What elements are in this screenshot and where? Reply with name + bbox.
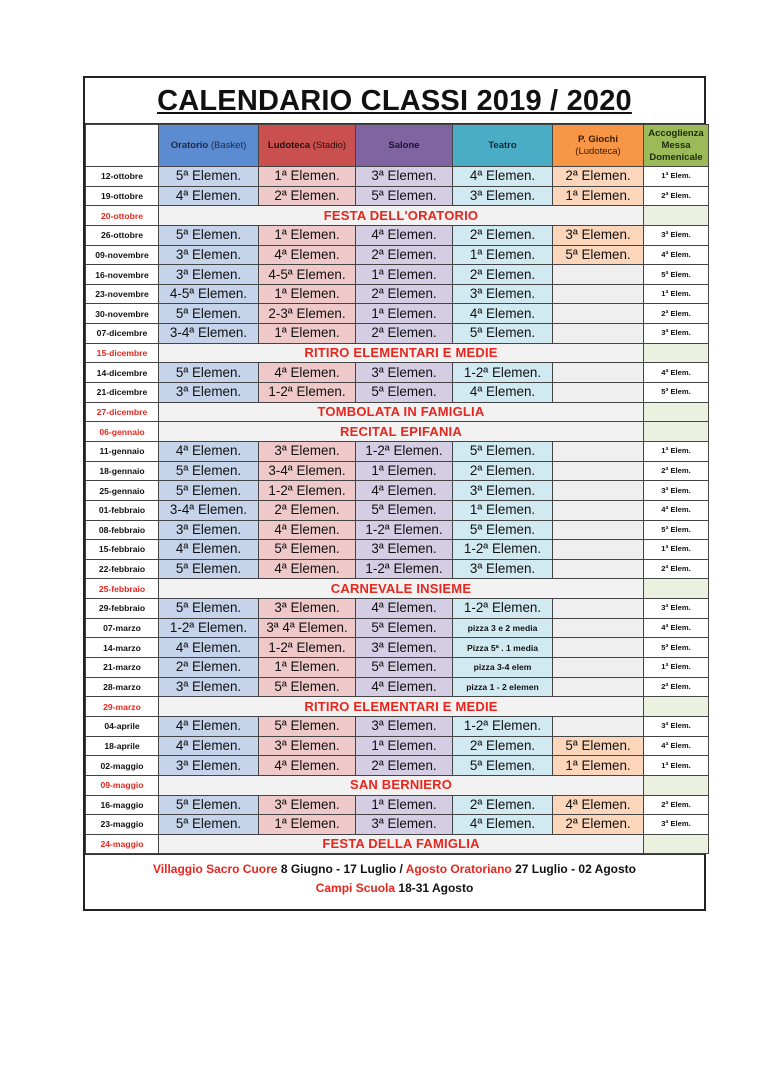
teatro-cell: 3ª Elemen.	[453, 559, 553, 579]
header-salone	[356, 125, 453, 167]
event-row	[86, 697, 709, 717]
oratorio-cell: 3ª Elemen.	[159, 383, 259, 403]
date-cell: 14-dicembre	[86, 363, 159, 383]
table-row	[86, 677, 709, 697]
teatro-cell: 5ª Elemen.	[453, 756, 553, 776]
table-row	[86, 265, 709, 285]
accoglienza-cell: 2ª Elem.	[644, 461, 709, 481]
teatro-cell: 4ª Elemen.	[453, 167, 553, 187]
accoglienza-cell: 1ª Elem.	[644, 540, 709, 560]
date-cell: 01-febbraio	[86, 500, 159, 520]
header-accoglienza-label: Accoglienza Messa Domenicale	[648, 127, 704, 163]
teatro-cell: 1-2ª Elemen.	[453, 363, 553, 383]
ludoteca-cell: 1ª Elemen.	[259, 225, 356, 245]
teatro-cell: pizza 3-4 elem	[453, 658, 553, 678]
accoglienza-cell: 4ª Elem.	[644, 618, 709, 638]
oratorio-cell: 3ª Elemen.	[159, 756, 259, 776]
header-ludoteca	[259, 125, 356, 167]
date-cell: 18-gennaio	[86, 461, 159, 481]
salone-cell: 5ª Elemen.	[356, 186, 453, 206]
giochi-cell: 5ª Elemen.	[553, 245, 644, 265]
header-ludoteca-label: Ludoteca	[267, 139, 311, 151]
date-cell: 24-maggio	[86, 834, 159, 854]
giochi-cell	[553, 540, 644, 560]
event-row	[86, 402, 709, 422]
footer-line-1	[85, 860, 704, 879]
salone-cell: 1ª Elemen.	[356, 795, 453, 815]
salone-cell: 3ª Elemen.	[356, 540, 453, 560]
giochi-cell: 2ª Elemen.	[553, 167, 644, 187]
giochi-cell	[553, 559, 644, 579]
footer-separator: /	[399, 862, 403, 877]
teatro-cell: 5ª Elemen.	[453, 520, 553, 540]
header-giochi	[553, 125, 644, 167]
salone-cell: 5ª Elemen.	[356, 618, 453, 638]
teatro-cell: 5ª Elemen.	[453, 441, 553, 461]
table-row	[86, 756, 709, 776]
event-cell: CARNEVALE INSIEME	[159, 579, 644, 599]
salone-cell: 4ª Elemen.	[356, 225, 453, 245]
date-cell: 02-maggio	[86, 756, 159, 776]
ludoteca-cell: 4-5ª Elemen.	[259, 265, 356, 285]
date-cell: 12-ottobre	[86, 167, 159, 187]
calendar-sheet	[83, 76, 706, 911]
accoglienza-cell: 3ª Elem.	[644, 324, 709, 344]
accoglienza-cell	[644, 579, 709, 599]
oratorio-cell: 2ª Elemen.	[159, 658, 259, 678]
accoglienza-cell: 5ª Elem.	[644, 638, 709, 658]
header-date	[86, 125, 159, 167]
giochi-cell	[553, 618, 644, 638]
event-cell: FESTA DELL'ORATORIO	[159, 206, 644, 226]
oratorio-cell: 4ª Elemen.	[159, 716, 259, 736]
oratorio-cell: 5ª Elemen.	[159, 795, 259, 815]
date-cell: 20-ottobre	[86, 206, 159, 226]
accoglienza-cell: 3ª Elem.	[644, 716, 709, 736]
event-row	[86, 579, 709, 599]
oratorio-cell: 5ª Elemen.	[159, 363, 259, 383]
header-teatro-label: Teatro	[488, 139, 517, 151]
date-cell: 09-novembre	[86, 245, 159, 265]
table-row	[86, 599, 709, 619]
giochi-cell: 2ª Elemen.	[553, 815, 644, 835]
accoglienza-cell	[644, 206, 709, 226]
header-oratorio	[159, 125, 259, 167]
salone-cell: 4ª Elemen.	[356, 599, 453, 619]
giochi-cell	[553, 599, 644, 619]
accoglienza-cell: 5ª Elem.	[644, 265, 709, 285]
oratorio-cell: 5ª Elemen.	[159, 599, 259, 619]
accoglienza-cell: 1ª Elem.	[644, 658, 709, 678]
teatro-cell: 1-2ª Elemen.	[453, 599, 553, 619]
table-row	[86, 383, 709, 403]
oratorio-cell: 3-4ª Elemen.	[159, 324, 259, 344]
giochi-cell	[553, 520, 644, 540]
oratorio-cell: 4ª Elemen.	[159, 638, 259, 658]
date-cell: 21-marzo	[86, 658, 159, 678]
giochi-cell	[553, 304, 644, 324]
accoglienza-cell: 2ª Elem.	[644, 677, 709, 697]
salone-cell: 4ª Elemen.	[356, 677, 453, 697]
teatro-cell: 2ª Elemen.	[453, 736, 553, 756]
oratorio-cell: 4ª Elemen.	[159, 540, 259, 560]
ludoteca-cell: 4ª Elemen.	[259, 363, 356, 383]
table-row	[86, 481, 709, 501]
teatro-cell: 4ª Elemen.	[453, 815, 553, 835]
date-cell: 15-febbraio	[86, 540, 159, 560]
accoglienza-cell: 3ª Elem.	[644, 481, 709, 501]
teatro-cell: 4ª Elemen.	[453, 383, 553, 403]
footer-villaggio-dates: 8 Giugno - 17 Luglio	[280, 862, 397, 877]
giochi-cell: 1ª Elemen.	[553, 186, 644, 206]
footer-campi-dates: 18-31 Agosto	[398, 881, 474, 896]
oratorio-cell: 3-4ª Elemen.	[159, 500, 259, 520]
footer-agosto: Agosto Oratoriano	[405, 862, 512, 877]
ludoteca-cell: 4ª Elemen.	[259, 520, 356, 540]
table-row	[86, 716, 709, 736]
date-cell: 25-febbraio	[86, 579, 159, 599]
salone-cell: 1ª Elemen.	[356, 304, 453, 324]
accoglienza-cell: 3ª Elem.	[644, 599, 709, 619]
ludoteca-cell: 4ª Elemen.	[259, 245, 356, 265]
date-cell: 27-dicembre	[86, 402, 159, 422]
giochi-cell: 5ª Elemen.	[553, 736, 644, 756]
giochi-cell	[553, 716, 644, 736]
giochi-cell	[553, 461, 644, 481]
salone-cell: 3ª Elemen.	[356, 815, 453, 835]
salone-cell: 5ª Elemen.	[356, 658, 453, 678]
table-row	[86, 324, 709, 344]
date-cell: 09-maggio	[86, 775, 159, 795]
header-teatro	[453, 125, 553, 167]
table-row	[86, 304, 709, 324]
date-cell: 28-marzo	[86, 677, 159, 697]
salone-cell: 2ª Elemen.	[356, 245, 453, 265]
event-cell: TOMBOLATA IN FAMIGLIA	[159, 402, 644, 422]
accoglienza-cell: 3ª Elem.	[644, 815, 709, 835]
teatro-cell: pizza 1 - 2 elemen	[453, 677, 553, 697]
table-row	[86, 500, 709, 520]
accoglienza-cell: 4ª Elem.	[644, 245, 709, 265]
ludoteca-cell: 5ª Elemen.	[259, 540, 356, 560]
date-cell: 21-dicembre	[86, 383, 159, 403]
accoglienza-cell: 2ª Elem.	[644, 559, 709, 579]
ludoteca-cell: 3ª Elemen.	[259, 441, 356, 461]
footer-notes	[85, 854, 704, 909]
header-giochi-sub: (Ludoteca)	[575, 145, 621, 157]
teatro-cell: 1ª Elemen.	[453, 245, 553, 265]
accoglienza-cell: 1ª Elem.	[644, 441, 709, 461]
salone-cell: 2ª Elemen.	[356, 756, 453, 776]
giochi-cell	[553, 265, 644, 285]
ludoteca-cell: 4ª Elemen.	[259, 559, 356, 579]
date-cell: 16-maggio	[86, 795, 159, 815]
ludoteca-cell: 3ª Elemen.	[259, 599, 356, 619]
table-row	[86, 461, 709, 481]
salone-cell: 4ª Elemen.	[356, 481, 453, 501]
date-cell: 14-marzo	[86, 638, 159, 658]
salone-cell: 1ª Elemen.	[356, 736, 453, 756]
date-cell: 08-febbraio	[86, 520, 159, 540]
date-cell: 07-marzo	[86, 618, 159, 638]
oratorio-cell: 3ª Elemen.	[159, 520, 259, 540]
date-cell: 16-novembre	[86, 265, 159, 285]
ludoteca-cell: 4ª Elemen.	[259, 756, 356, 776]
ludoteca-cell: 1ª Elemen.	[259, 658, 356, 678]
table-row	[86, 559, 709, 579]
ludoteca-cell: 3ª 4ª Elemen.	[259, 618, 356, 638]
accoglienza-cell: 2ª Elem.	[644, 795, 709, 815]
date-cell: 29-marzo	[86, 697, 159, 717]
oratorio-cell: 1-2ª Elemen.	[159, 618, 259, 638]
accoglienza-cell: 2ª Elem.	[644, 304, 709, 324]
header-row	[86, 125, 709, 167]
event-cell: SAN BERNIERO	[159, 775, 644, 795]
ludoteca-cell: 1ª Elemen.	[259, 324, 356, 344]
table-row	[86, 520, 709, 540]
salone-cell: 1-2ª Elemen.	[356, 520, 453, 540]
oratorio-cell: 5ª Elemen.	[159, 304, 259, 324]
teatro-cell: Pizza 5ª . 1 media	[453, 638, 553, 658]
table-row	[86, 638, 709, 658]
date-cell: 26-ottobre	[86, 225, 159, 245]
giochi-cell	[553, 363, 644, 383]
giochi-cell: 4ª Elemen.	[553, 795, 644, 815]
teatro-cell: 5ª Elemen.	[453, 324, 553, 344]
accoglienza-cell	[644, 402, 709, 422]
date-cell: 29-febbraio	[86, 599, 159, 619]
teatro-cell: 4ª Elemen.	[453, 304, 553, 324]
teatro-cell: 2ª Elemen.	[453, 265, 553, 285]
salone-cell: 1-2ª Elemen.	[356, 559, 453, 579]
salone-cell: 2ª Elemen.	[356, 284, 453, 304]
ludoteca-cell: 1ª Elemen.	[259, 815, 356, 835]
ludoteca-cell: 2ª Elemen.	[259, 500, 356, 520]
ludoteca-cell: 2-3ª Elemen.	[259, 304, 356, 324]
table-row	[86, 658, 709, 678]
teatro-cell: 2ª Elemen.	[453, 225, 553, 245]
giochi-cell: 1ª Elemen.	[553, 756, 644, 776]
table-row	[86, 245, 709, 265]
teatro-cell: pizza 3 e 2 media	[453, 618, 553, 638]
accoglienza-cell: 2ª Elem.	[644, 186, 709, 206]
date-cell: 19-ottobre	[86, 186, 159, 206]
ludoteca-cell: 3ª Elemen.	[259, 795, 356, 815]
oratorio-cell: 4ª Elemen.	[159, 736, 259, 756]
accoglienza-cell	[644, 775, 709, 795]
date-cell: 15-dicembre	[86, 343, 159, 363]
oratorio-cell: 5ª Elemen.	[159, 167, 259, 187]
date-cell: 23-novembre	[86, 284, 159, 304]
giochi-cell	[553, 441, 644, 461]
event-row	[86, 343, 709, 363]
ludoteca-cell: 5ª Elemen.	[259, 677, 356, 697]
accoglienza-cell	[644, 834, 709, 854]
salone-cell: 3ª Elemen.	[356, 167, 453, 187]
footer-agosto-dates: 27 Luglio - 02 Agosto	[515, 862, 636, 877]
oratorio-cell: 5ª Elemen.	[159, 815, 259, 835]
accoglienza-cell	[644, 697, 709, 717]
event-row	[86, 206, 709, 226]
giochi-cell	[553, 638, 644, 658]
oratorio-cell: 3ª Elemen.	[159, 677, 259, 697]
accoglienza-cell: 4ª Elem.	[644, 363, 709, 383]
table-row	[86, 815, 709, 835]
salone-cell: 5ª Elemen.	[356, 383, 453, 403]
accoglienza-cell	[644, 343, 709, 363]
oratorio-cell: 5ª Elemen.	[159, 225, 259, 245]
giochi-cell	[553, 677, 644, 697]
accoglienza-cell: 1ª Elem.	[644, 284, 709, 304]
ludoteca-cell: 1-2ª Elemen.	[259, 481, 356, 501]
oratorio-cell: 3ª Elemen.	[159, 245, 259, 265]
header-giochi-label: P. Giochi	[578, 133, 618, 145]
event-cell: FESTA DELLA FAMIGLIA	[159, 834, 644, 854]
date-cell: 18-aprile	[86, 736, 159, 756]
ludoteca-cell: 1ª Elemen.	[259, 167, 356, 187]
table-row	[86, 540, 709, 560]
ludoteca-cell: 1-2ª Elemen.	[259, 638, 356, 658]
oratorio-cell: 5ª Elemen.	[159, 559, 259, 579]
accoglienza-cell: 5ª Elem.	[644, 520, 709, 540]
salone-cell: 1-2ª Elemen.	[356, 441, 453, 461]
accoglienza-cell: 4ª Elem.	[644, 500, 709, 520]
date-cell: 25-gennaio	[86, 481, 159, 501]
salone-cell: 5ª Elemen.	[356, 500, 453, 520]
footer-line-2	[85, 879, 704, 898]
giochi-cell	[553, 481, 644, 501]
giochi-cell	[553, 383, 644, 403]
header-oratorio-label: Oratorio	[170, 139, 209, 151]
salone-cell: 3ª Elemen.	[356, 716, 453, 736]
ludoteca-cell: 3-4ª Elemen.	[259, 461, 356, 481]
teatro-cell: 2ª Elemen.	[453, 461, 553, 481]
ludoteca-cell: 1-2ª Elemen.	[259, 383, 356, 403]
date-cell: 30-novembre	[86, 304, 159, 324]
table-row	[86, 167, 709, 187]
date-cell: 04-aprile	[86, 716, 159, 736]
table-row	[86, 441, 709, 461]
oratorio-cell: 4-5ª Elemen.	[159, 284, 259, 304]
giochi-cell	[553, 658, 644, 678]
teatro-cell: 3ª Elemen.	[453, 284, 553, 304]
teatro-cell: 1ª Elemen.	[453, 500, 553, 520]
giochi-cell	[553, 500, 644, 520]
date-cell: 07-dicembre	[86, 324, 159, 344]
date-cell: 23-maggio	[86, 815, 159, 835]
header-ludoteca-sub: (Stadio)	[312, 139, 347, 151]
oratorio-cell: 3ª Elemen.	[159, 265, 259, 285]
table-row	[86, 225, 709, 245]
accoglienza-cell: 5ª Elem.	[644, 383, 709, 403]
oratorio-cell: 4ª Elemen.	[159, 186, 259, 206]
event-cell: RECITAL EPIFANIA	[159, 422, 644, 442]
accoglienza-cell: 4ª Elem.	[644, 736, 709, 756]
accoglienza-cell: 1ª Elem.	[644, 167, 709, 187]
table-row	[86, 284, 709, 304]
oratorio-cell: 5ª Elemen.	[159, 481, 259, 501]
ludoteca-cell: 3ª Elemen.	[259, 736, 356, 756]
footer-villaggio: Villaggio Sacro Cuore	[152, 862, 278, 877]
footer-campi: Campi Scuola	[315, 881, 396, 896]
accoglienza-cell	[644, 422, 709, 442]
accoglienza-cell: 3ª Elem.	[644, 225, 709, 245]
header-accoglienza	[644, 125, 709, 167]
ludoteca-cell: 5ª Elemen.	[259, 716, 356, 736]
event-row	[86, 422, 709, 442]
header-oratorio-sub: (Basket)	[210, 139, 247, 151]
table-row	[86, 363, 709, 383]
teatro-cell: 3ª Elemen.	[453, 481, 553, 501]
salone-cell: 3ª Elemen.	[356, 363, 453, 383]
event-row	[86, 834, 709, 854]
teatro-cell: 3ª Elemen.	[453, 186, 553, 206]
giochi-cell: 3ª Elemen.	[553, 225, 644, 245]
teatro-cell: 1-2ª Elemen.	[453, 540, 553, 560]
calendar-table	[85, 124, 709, 854]
event-cell: RITIRO ELEMENTARI E MEDIE	[159, 343, 644, 363]
oratorio-cell: 4ª Elemen.	[159, 441, 259, 461]
date-cell: 06-gennaio	[86, 422, 159, 442]
date-cell: 22-febbraio	[86, 559, 159, 579]
ludoteca-cell: 1ª Elemen.	[259, 284, 356, 304]
salone-cell: 3ª Elemen.	[356, 638, 453, 658]
page-title: CALENDARIO CLASSI 2019 / 2020	[85, 78, 704, 124]
giochi-cell	[553, 324, 644, 344]
oratorio-cell: 5ª Elemen.	[159, 461, 259, 481]
table-row	[86, 186, 709, 206]
ludoteca-cell: 2ª Elemen.	[259, 186, 356, 206]
table-row	[86, 795, 709, 815]
giochi-cell	[553, 284, 644, 304]
salone-cell: 1ª Elemen.	[356, 265, 453, 285]
teatro-cell: 2ª Elemen.	[453, 795, 553, 815]
teatro-cell: 1-2ª Elemen.	[453, 716, 553, 736]
event-cell: RITIRO ELEMENTARI E MEDIE	[159, 697, 644, 717]
salone-cell: 2ª Elemen.	[356, 324, 453, 344]
header-salone-label: Salone	[388, 139, 420, 151]
table-row	[86, 736, 709, 756]
event-row	[86, 775, 709, 795]
salone-cell: 1ª Elemen.	[356, 461, 453, 481]
accoglienza-cell: 1ª Elem.	[644, 756, 709, 776]
date-cell: 11-gennaio	[86, 441, 159, 461]
table-row	[86, 618, 709, 638]
